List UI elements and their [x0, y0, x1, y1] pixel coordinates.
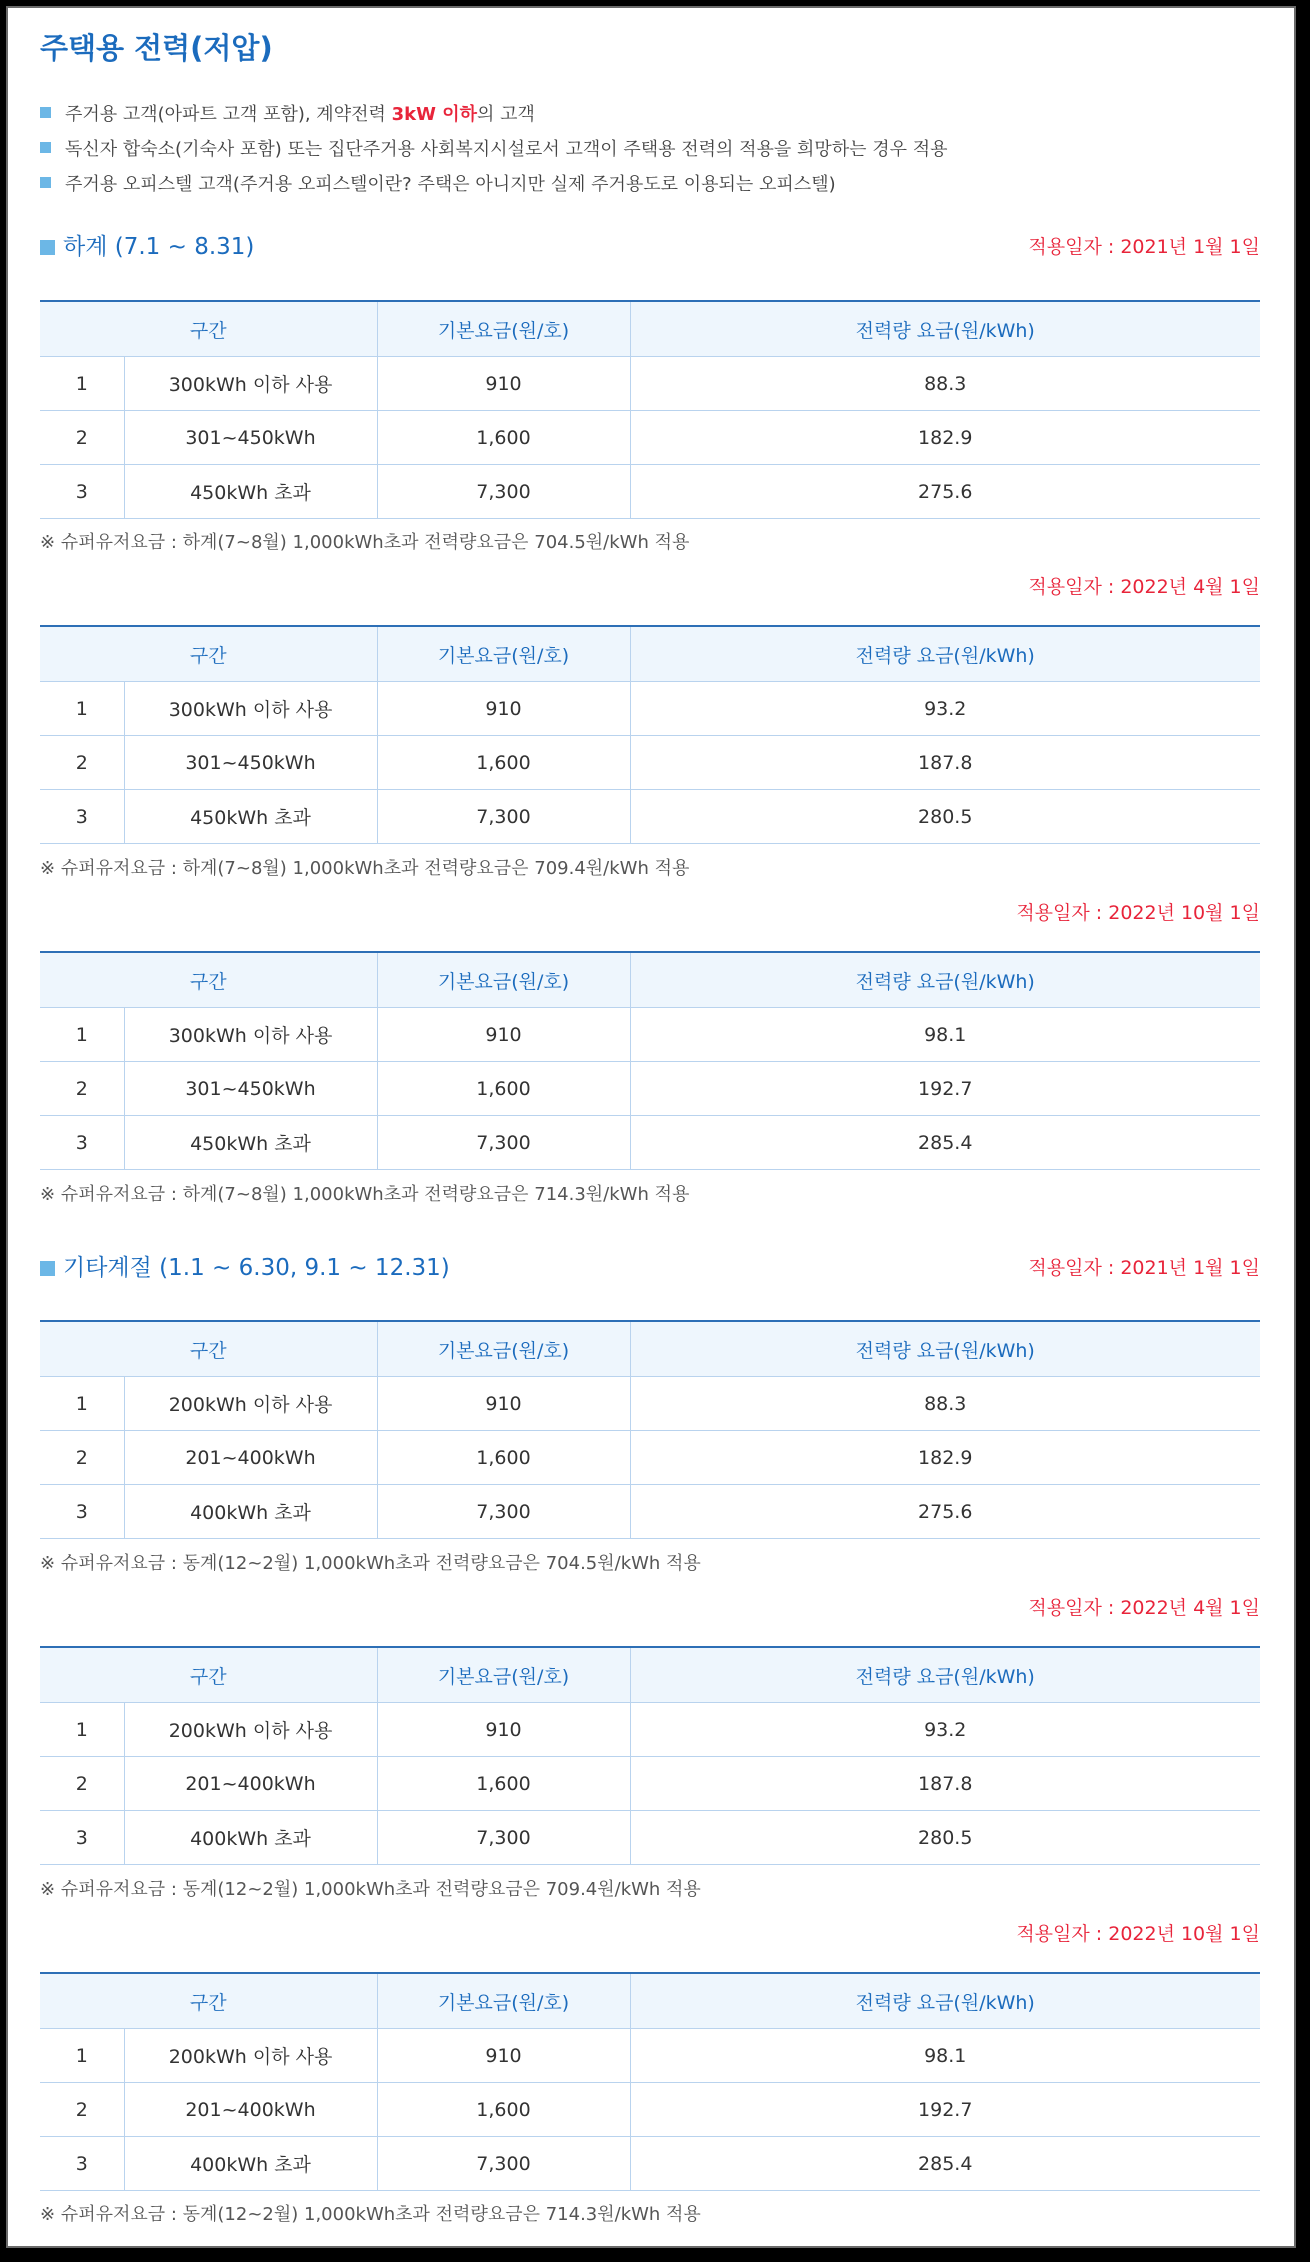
- tier-number: 3: [40, 465, 124, 519]
- tier-number: 1: [40, 1703, 124, 1757]
- col-header-basic-charge: 기본요금(원/호): [377, 1647, 630, 1703]
- tier-number: 3: [40, 1811, 124, 1865]
- eligibility-text: 주거용 오피스텔 고객(주거용 오피스텔이란? 주택은 아니지만 실제 주거용도로 이용되는 오피스텔): [65, 173, 836, 195]
- col-header-section: 구간: [40, 952, 377, 1008]
- basic-charge: 910: [377, 1377, 630, 1431]
- table-row: [40, 411, 1260, 465]
- effective-date: 적용일자 : 2021년 1월 1일: [1028, 1257, 1260, 1279]
- energy-charge: 98.1: [630, 1008, 1260, 1062]
- bullet-square-icon: [40, 142, 51, 153]
- usage-range: 201~400kWh: [124, 1431, 377, 1485]
- super-user-note: ※ 슈퍼유저요금 : 하계(7~8월) 1,000kWh초과 전력량요금은 714.3원/kWh 적용: [40, 1184, 690, 1205]
- table-row: [40, 1008, 1260, 1062]
- basic-charge: 910: [377, 682, 630, 736]
- tier-number: 3: [40, 1116, 124, 1170]
- effective-date: 적용일자 : 2022년 10월 1일: [1016, 902, 1260, 924]
- usage-range: 200kWh 이하 사용: [124, 2029, 377, 2083]
- energy-charge: 93.2: [630, 1703, 1260, 1757]
- basic-charge: 7,300: [377, 2137, 630, 2191]
- usage-range: 300kWh 이하 사용: [124, 1008, 377, 1062]
- basic-charge: 1,600: [377, 2083, 630, 2137]
- rate-table: [40, 300, 1260, 519]
- table-row: [40, 1062, 1260, 1116]
- basic-charge: 910: [377, 1703, 630, 1757]
- table-row: [40, 2137, 1260, 2191]
- tier-number: 1: [40, 357, 124, 411]
- table-heading: [40, 1248, 1260, 1288]
- season-title: 하계 (7.1 ~ 8.31): [40, 227, 254, 267]
- energy-charge: 98.1: [630, 2029, 1260, 2083]
- basic-charge: 1,600: [377, 1062, 630, 1116]
- tier-number: 2: [40, 736, 124, 790]
- table-header-row: [40, 952, 1260, 1008]
- usage-range: 201~400kWh: [124, 2083, 377, 2137]
- basic-charge: 1,600: [377, 736, 630, 790]
- super-user-note: ※ 슈퍼유저요금 : 동계(12~2월) 1,000kWh초과 전력량요금은 704.5원/kWh 적용: [40, 1553, 701, 1574]
- table-row: [40, 790, 1260, 844]
- eligibility-item: [40, 165, 1260, 200]
- col-header-energy-charge: 전력량 요금(원/kWh): [630, 1647, 1260, 1703]
- usage-range: 400kWh 초과: [124, 2137, 377, 2191]
- col-header-energy-charge: 전력량 요금(원/kWh): [630, 1973, 1260, 2029]
- col-header-energy-charge: 전력량 요금(원/kWh): [630, 1321, 1260, 1377]
- tier-number: 3: [40, 2137, 124, 2191]
- eligibility-text: 주거용 고객(아파트 고객 포함), 계약전력 3kW 이하의 고객: [65, 103, 535, 125]
- table-row: [40, 736, 1260, 790]
- table-row: [40, 1116, 1260, 1170]
- col-header-section: 구간: [40, 1647, 377, 1703]
- tier-number: 3: [40, 790, 124, 844]
- basic-charge: 910: [377, 357, 630, 411]
- tier-number: 2: [40, 411, 124, 465]
- col-header-basic-charge: 기본요금(원/호): [377, 301, 630, 357]
- table-row: [40, 2083, 1260, 2137]
- col-header-basic-charge: 기본요금(원/호): [377, 626, 630, 682]
- table-header-row: [40, 1973, 1260, 2029]
- table-heading: [40, 1914, 1260, 1954]
- table-row: [40, 2029, 1260, 2083]
- table-heading: [40, 893, 1260, 933]
- section-square-icon: [40, 1261, 55, 1276]
- usage-range: 201~400kWh: [124, 1757, 377, 1811]
- effective-date: 적용일자 : 2022년 4월 1일: [1028, 576, 1260, 598]
- tier-number: 2: [40, 2083, 124, 2137]
- table-row: [40, 357, 1260, 411]
- basic-charge: 1,600: [377, 1431, 630, 1485]
- basic-charge: 7,300: [377, 790, 630, 844]
- col-header-section: 구간: [40, 1973, 377, 2029]
- table-heading: [40, 1588, 1260, 1628]
- table-row: [40, 1703, 1260, 1757]
- super-user-note: ※ 슈퍼유저요금 : 동계(12~2월) 1,000kWh초과 전력량요금은 714.3원/kWh 적용: [40, 2204, 701, 2225]
- table-row: [40, 1431, 1260, 1485]
- usage-range: 400kWh 초과: [124, 1485, 377, 1539]
- tier-number: 1: [40, 2029, 124, 2083]
- eligibility-item: [40, 95, 1260, 130]
- usage-range: 200kWh 이하 사용: [124, 1703, 377, 1757]
- contract-power-highlight: 3kW 이하: [391, 103, 477, 125]
- energy-charge: 280.5: [630, 1811, 1260, 1865]
- rate-table: [40, 951, 1260, 1170]
- energy-charge: 187.8: [630, 736, 1260, 790]
- tier-number: 1: [40, 1008, 124, 1062]
- col-header-basic-charge: 기본요금(원/호): [377, 952, 630, 1008]
- energy-charge: 192.7: [630, 1062, 1260, 1116]
- energy-charge: 285.4: [630, 2137, 1260, 2191]
- energy-charge: 88.3: [630, 1377, 1260, 1431]
- energy-charge: 182.9: [630, 411, 1260, 465]
- bullet-square-icon: [40, 107, 51, 118]
- basic-charge: 1,600: [377, 411, 630, 465]
- tier-number: 2: [40, 1062, 124, 1116]
- col-header-energy-charge: 전력량 요금(원/kWh): [630, 626, 1260, 682]
- usage-range: 301~450kWh: [124, 1062, 377, 1116]
- super-user-note: ※ 슈퍼유저요금 : 동계(12~2월) 1,000kWh초과 전력량요금은 709.4원/kWh 적용: [40, 1879, 701, 1900]
- usage-range: 450kWh 초과: [124, 465, 377, 519]
- table-heading: [40, 227, 1260, 267]
- tier-number: 2: [40, 1431, 124, 1485]
- basic-charge: 7,300: [377, 1485, 630, 1539]
- effective-date: 적용일자 : 2022년 10월 1일: [1016, 1923, 1260, 1945]
- effective-date: 적용일자 : 2022년 4월 1일: [1028, 1597, 1260, 1619]
- table-row: [40, 1811, 1260, 1865]
- bullet-square-icon: [40, 177, 51, 188]
- table-header-row: [40, 1321, 1260, 1377]
- col-header-section: 구간: [40, 301, 377, 357]
- basic-charge: 7,300: [377, 1811, 630, 1865]
- energy-charge: 275.6: [630, 1485, 1260, 1539]
- table-row: [40, 1485, 1260, 1539]
- usage-range: 450kWh 초과: [124, 790, 377, 844]
- col-header-basic-charge: 기본요금(원/호): [377, 1321, 630, 1377]
- page-title: 주택용 전력(저압): [40, 31, 273, 65]
- col-header-basic-charge: 기본요금(원/호): [377, 1973, 630, 2029]
- table-row: [40, 682, 1260, 736]
- table-header-row: [40, 626, 1260, 682]
- usage-range: 200kWh 이하 사용: [124, 1377, 377, 1431]
- basic-charge: 7,300: [377, 1116, 630, 1170]
- eligibility-list: [40, 95, 1260, 200]
- energy-charge: 93.2: [630, 682, 1260, 736]
- energy-charge: 280.5: [630, 790, 1260, 844]
- basic-charge: 910: [377, 2029, 630, 2083]
- usage-range: 300kWh 이하 사용: [124, 357, 377, 411]
- energy-charge: 275.6: [630, 465, 1260, 519]
- section-square-icon: [40, 240, 55, 255]
- table-row: [40, 465, 1260, 519]
- energy-charge: 182.9: [630, 1431, 1260, 1485]
- tier-number: 1: [40, 1377, 124, 1431]
- energy-charge: 187.8: [630, 1757, 1260, 1811]
- tier-number: 2: [40, 1757, 124, 1811]
- energy-charge: 192.7: [630, 2083, 1260, 2137]
- table-row: [40, 1757, 1260, 1811]
- basic-charge: 910: [377, 1008, 630, 1062]
- col-header-energy-charge: 전력량 요금(원/kWh): [630, 301, 1260, 357]
- table-heading: [40, 567, 1260, 607]
- table-header-row: [40, 301, 1260, 357]
- col-header-section: 구간: [40, 626, 377, 682]
- usage-range: 400kWh 초과: [124, 1811, 377, 1865]
- rate-table: [40, 625, 1260, 844]
- usage-range: 450kWh 초과: [124, 1116, 377, 1170]
- table-row: [40, 1377, 1260, 1431]
- energy-charge: 88.3: [630, 357, 1260, 411]
- basic-charge: 1,600: [377, 1757, 630, 1811]
- col-header-section: 구간: [40, 1321, 377, 1377]
- col-header-energy-charge: 전력량 요금(원/kWh): [630, 952, 1260, 1008]
- basic-charge: 7,300: [377, 465, 630, 519]
- super-user-note: ※ 슈퍼유저요금 : 하계(7~8월) 1,000kWh초과 전력량요금은 709.4원/kWh 적용: [40, 858, 690, 879]
- effective-date: 적용일자 : 2021년 1월 1일: [1028, 236, 1260, 258]
- rate-table: [40, 1646, 1260, 1865]
- table-header-row: [40, 1647, 1260, 1703]
- eligibility-item: [40, 130, 1260, 165]
- usage-range: 301~450kWh: [124, 736, 377, 790]
- energy-charge: 285.4: [630, 1116, 1260, 1170]
- eligibility-text: 독신자 합숙소(기숙사 포함) 또는 집단주거용 사회복지시설로서 고객이 주택용 전력의 적용을 희망하는 경우 적용: [65, 138, 948, 160]
- super-user-note: ※ 슈퍼유저요금 : 하계(7~8월) 1,000kWh초과 전력량요금은 704.5원/kWh 적용: [40, 532, 690, 553]
- usage-range: 301~450kWh: [124, 411, 377, 465]
- rate-table: [40, 1972, 1260, 2191]
- tier-number: 3: [40, 1485, 124, 1539]
- rate-table: [40, 1320, 1260, 1539]
- season-title: 기타계절 (1.1 ~ 6.30, 9.1 ~ 12.31): [40, 1248, 450, 1288]
- tier-number: 1: [40, 682, 124, 736]
- usage-range: 300kWh 이하 사용: [124, 682, 377, 736]
